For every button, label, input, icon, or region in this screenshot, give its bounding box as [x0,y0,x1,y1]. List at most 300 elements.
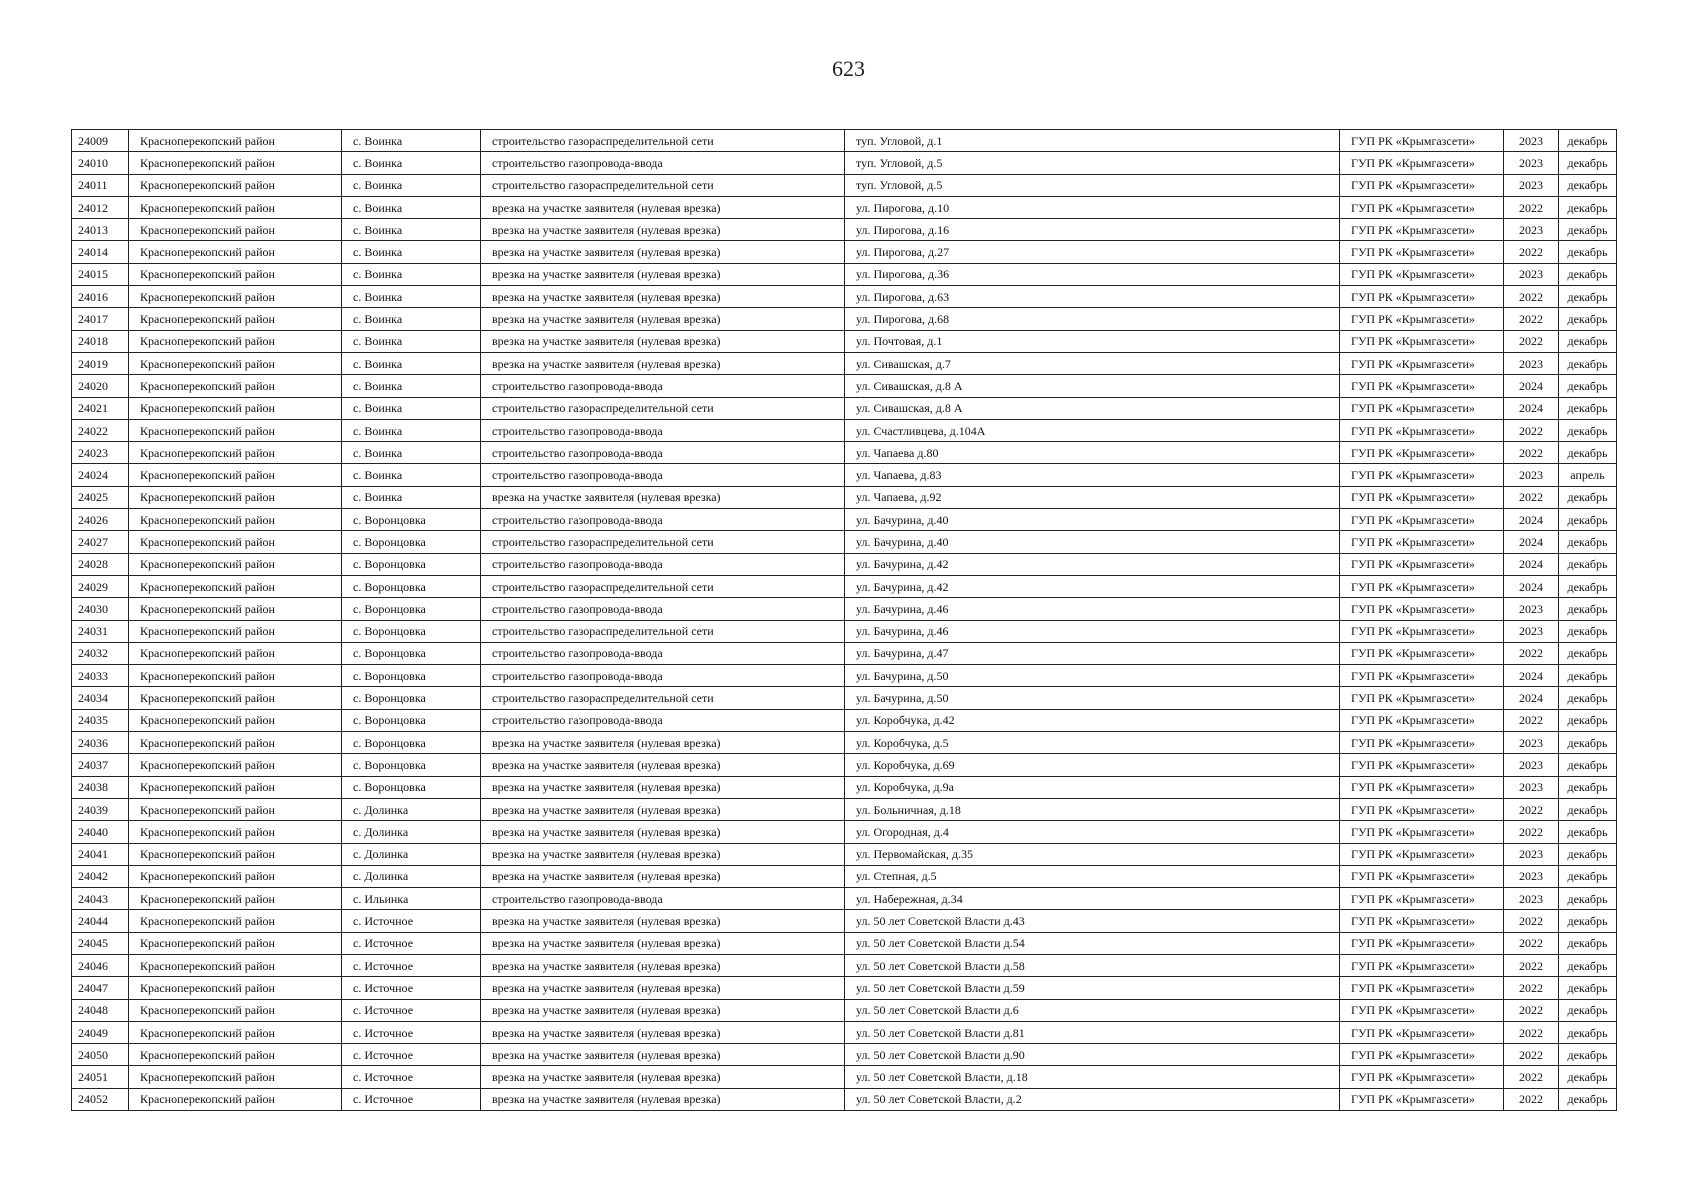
table-row [72,999,1617,1021]
table-row [72,531,1617,553]
address-cell: ул. 50 лет Советской Власти д.58 [845,954,1340,976]
district-cell: Красноперекопский район [129,843,342,865]
address-cell: ул. 50 лет Советской Власти д.59 [845,977,1340,999]
work-type-cell: врезка на участке заявителя (нулевая врезка) [481,910,845,932]
locality-cell: с. Воронцовка [342,776,481,798]
organization-cell: ГУП РК «Крымгазсети» [1340,665,1504,687]
table-row [72,932,1617,954]
row-number-cell: 24025 [72,486,129,508]
month-cell: декабрь [1559,486,1617,508]
locality-cell: с. Ильинка [342,888,481,910]
locality-cell: с. Воинка [342,286,481,308]
row-number-cell: 24012 [72,196,129,218]
organization-cell: ГУП РК «Крымгазсети» [1340,286,1504,308]
locality-cell: с. Воронцовка [342,531,481,553]
work-type-cell: врезка на участке заявителя (нулевая врезка) [481,798,845,820]
district-cell: Красноперекопский район [129,174,342,196]
locality-cell: с. Воронцовка [342,575,481,597]
row-number-cell: 24010 [72,152,129,174]
district-cell: Красноперекопский район [129,620,342,642]
work-type-cell: строительство газораспределительной сети [481,687,845,709]
address-cell: ул. Бачурина, д.42 [845,575,1340,597]
year-cell: 2024 [1504,575,1559,597]
locality-cell: с. Воинка [342,419,481,441]
organization-cell: ГУП РК «Крымгазсети» [1340,598,1504,620]
row-number-cell: 24027 [72,531,129,553]
organization-cell: ГУП РК «Крымгазсети» [1340,509,1504,531]
row-number-cell: 24049 [72,1021,129,1043]
year-cell: 2023 [1504,152,1559,174]
organization-cell: ГУП РК «Крымгазсети» [1340,375,1504,397]
address-cell: ул. 50 лет Советской Власти д.6 [845,999,1340,1021]
work-type-cell: строительство газораспределительной сети [481,130,845,152]
locality-cell: с. Источное [342,977,481,999]
row-number-cell: 24036 [72,732,129,754]
work-type-cell: врезка на участке заявителя (нулевая врезка) [481,865,845,887]
work-type-cell: врезка на участке заявителя (нулевая врезка) [481,286,845,308]
row-number-cell: 24028 [72,553,129,575]
month-cell: декабрь [1559,241,1617,263]
organization-cell: ГУП РК «Крымгазсети» [1340,1088,1504,1110]
row-number-cell: 24037 [72,754,129,776]
address-cell: ул. Бачурина, д.42 [845,553,1340,575]
address-cell: ул. Первомайская, д.35 [845,843,1340,865]
work-type-cell: врезка на участке заявителя (нулевая врезка) [481,732,845,754]
locality-cell: с. Воронцовка [342,665,481,687]
district-cell: Красноперекопский район [129,865,342,887]
work-type-cell: врезка на участке заявителя (нулевая врезка) [481,486,845,508]
year-cell: 2022 [1504,330,1559,352]
table-row [72,286,1617,308]
table-row [72,732,1617,754]
row-number-cell: 24042 [72,865,129,887]
organization-cell: ГУП РК «Крымгазсети» [1340,910,1504,932]
work-type-cell: строительство газопровода-ввода [481,375,845,397]
work-type-cell: врезка на участке заявителя (нулевая врезка) [481,1044,845,1066]
district-cell: Красноперекопский район [129,330,342,352]
row-number-cell: 24039 [72,798,129,820]
organization-cell: ГУП РК «Крымгазсети» [1340,531,1504,553]
organization-cell: ГУП РК «Крымгазсети» [1340,977,1504,999]
month-cell: декабрь [1559,196,1617,218]
work-type-cell: строительство газораспределительной сети [481,531,845,553]
month-cell: декабрь [1559,1021,1617,1043]
address-cell: туп. Угловой, д.5 [845,174,1340,196]
month-cell: декабрь [1559,910,1617,932]
row-number-cell: 24035 [72,709,129,731]
work-type-cell: строительство газораспределительной сети [481,174,845,196]
year-cell: 2023 [1504,865,1559,887]
month-cell: декабрь [1559,598,1617,620]
table-row [72,598,1617,620]
district-cell: Красноперекопский район [129,932,342,954]
organization-cell: ГУП РК «Крымгазсети» [1340,687,1504,709]
row-number-cell: 24038 [72,776,129,798]
address-cell: туп. Угловой, д.1 [845,130,1340,152]
month-cell: декабрь [1559,263,1617,285]
organization-cell: ГУП РК «Крымгазсети» [1340,732,1504,754]
month-cell: декабрь [1559,1044,1617,1066]
address-cell: ул. Бачурина, д.40 [845,531,1340,553]
row-number-cell: 24017 [72,308,129,330]
organization-cell: ГУП РК «Крымгазсети» [1340,152,1504,174]
year-cell: 2024 [1504,375,1559,397]
row-number-cell: 24051 [72,1066,129,1088]
district-cell: Красноперекопский район [129,754,342,776]
year-cell: 2022 [1504,709,1559,731]
row-number-cell: 24022 [72,419,129,441]
row-number-cell: 24047 [72,977,129,999]
year-cell: 2022 [1504,1021,1559,1043]
work-type-cell: врезка на участке заявителя (нулевая врезка) [481,754,845,776]
row-number-cell: 24019 [72,352,129,374]
organization-cell: ГУП РК «Крымгазсети» [1340,932,1504,954]
district-cell: Красноперекопский район [129,219,342,241]
address-cell: ул. 50 лет Советской Власти д.81 [845,1021,1340,1043]
table-row [72,977,1617,999]
address-cell: ул. Бачурина, д.46 [845,598,1340,620]
table-row [72,352,1617,374]
work-type-cell: строительство газопровода-ввода [481,152,845,174]
year-cell: 2024 [1504,509,1559,531]
district-cell: Красноперекопский район [129,665,342,687]
locality-cell: с. Воронцовка [342,687,481,709]
row-number-cell: 24045 [72,932,129,954]
address-cell: ул. 50 лет Советской Власти д.54 [845,932,1340,954]
district-cell: Красноперекопский район [129,709,342,731]
table-row [72,888,1617,910]
month-cell: декабрь [1559,888,1617,910]
year-cell: 2023 [1504,843,1559,865]
address-cell: ул. Коробчука, д.5 [845,732,1340,754]
year-cell: 2022 [1504,642,1559,664]
locality-cell: с. Источное [342,1044,481,1066]
row-number-cell: 24026 [72,509,129,531]
work-type-cell: строительство газопровода-ввода [481,888,845,910]
district-cell: Красноперекопский район [129,263,342,285]
row-number-cell: 24014 [72,241,129,263]
year-cell: 2022 [1504,1088,1559,1110]
address-cell: ул. Бачурина, д.50 [845,665,1340,687]
address-cell: ул. Коробчука, д.42 [845,709,1340,731]
year-cell: 2022 [1504,932,1559,954]
month-cell: декабрь [1559,442,1617,464]
locality-cell: с. Воинка [342,196,481,218]
district-cell: Красноперекопский район [129,888,342,910]
organization-cell: ГУП РК «Крымгазсети» [1340,642,1504,664]
table-row [72,754,1617,776]
table-row [72,1066,1617,1088]
district-cell: Красноперекопский район [129,196,342,218]
district-cell: Красноперекопский район [129,732,342,754]
table-row [72,308,1617,330]
row-number-cell: 24040 [72,821,129,843]
month-cell: декабрь [1559,798,1617,820]
row-number-cell: 24030 [72,598,129,620]
organization-cell: ГУП РК «Крымгазсети» [1340,174,1504,196]
year-cell: 2024 [1504,397,1559,419]
district-cell: Красноперекопский район [129,397,342,419]
year-cell: 2022 [1504,241,1559,263]
locality-cell: с. Воронцовка [342,642,481,664]
year-cell: 2022 [1504,308,1559,330]
address-cell: ул. Коробчука, д.69 [845,754,1340,776]
district-cell: Красноперекопский район [129,1088,342,1110]
table-body [72,130,1617,1111]
address-cell: ул. Бачурина, д.47 [845,642,1340,664]
locality-cell: с. Воронцовка [342,509,481,531]
month-cell: декабрь [1559,330,1617,352]
work-type-cell: врезка на участке заявителя (нулевая врезка) [481,954,845,976]
year-cell: 2022 [1504,954,1559,976]
address-cell: ул. Пирогова, д.36 [845,263,1340,285]
district-cell: Красноперекопский район [129,531,342,553]
year-cell: 2022 [1504,442,1559,464]
locality-cell: с. Воинка [342,464,481,486]
year-cell: 2022 [1504,798,1559,820]
address-cell: ул. Коробчука, д.9а [845,776,1340,798]
table-row [72,865,1617,887]
month-cell: декабрь [1559,286,1617,308]
locality-cell: с. Воронцовка [342,598,481,620]
district-cell: Красноперекопский район [129,308,342,330]
work-type-cell: строительство газораспределительной сети [481,620,845,642]
locality-cell: с. Воинка [342,352,481,374]
organization-cell: ГУП РК «Крымгазсети» [1340,865,1504,887]
table-row [72,174,1617,196]
row-number-cell: 24013 [72,219,129,241]
district-cell: Красноперекопский район [129,352,342,374]
district-cell: Красноперекопский район [129,486,342,508]
organization-cell: ГУП РК «Крымгазсети» [1340,130,1504,152]
row-number-cell: 24046 [72,954,129,976]
locality-cell: с. Воинка [342,174,481,196]
year-cell: 2022 [1504,999,1559,1021]
table-row [72,330,1617,352]
month-cell: декабрь [1559,821,1617,843]
table-row [72,196,1617,218]
organization-cell: ГУП РК «Крымгазсети» [1340,954,1504,976]
organization-cell: ГУП РК «Крымгазсети» [1340,999,1504,1021]
year-cell: 2022 [1504,977,1559,999]
work-type-cell: врезка на участке заявителя (нулевая врезка) [481,352,845,374]
locality-cell: с. Воинка [342,219,481,241]
organization-cell: ГУП РК «Крымгазсети» [1340,575,1504,597]
organization-cell: ГУП РК «Крымгазсети» [1340,219,1504,241]
year-cell: 2022 [1504,821,1559,843]
locality-cell: с. Долинка [342,843,481,865]
registry-table [71,129,1617,1111]
locality-cell: с. Источное [342,999,481,1021]
work-type-cell: строительство газопровода-ввода [481,665,845,687]
year-cell: 2023 [1504,174,1559,196]
month-cell: декабрь [1559,776,1617,798]
district-cell: Красноперекопский район [129,999,342,1021]
locality-cell: с. Воинка [342,397,481,419]
month-cell: декабрь [1559,553,1617,575]
month-cell: декабрь [1559,130,1617,152]
work-type-cell: врезка на участке заявителя (нулевая врезка) [481,1088,845,1110]
organization-cell: ГУП РК «Крымгазсети» [1340,486,1504,508]
year-cell: 2022 [1504,419,1559,441]
address-cell: ул. Счастливцева, д.104А [845,419,1340,441]
locality-cell: с. Источное [342,932,481,954]
year-cell: 2023 [1504,219,1559,241]
month-cell: декабрь [1559,575,1617,597]
organization-cell: ГУП РК «Крымгазсети» [1340,709,1504,731]
table-row [72,464,1617,486]
organization-cell: ГУП РК «Крымгазсети» [1340,397,1504,419]
organization-cell: ГУП РК «Крымгазсети» [1340,620,1504,642]
row-number-cell: 24020 [72,375,129,397]
district-cell: Красноперекопский район [129,1021,342,1043]
organization-cell: ГУП РК «Крымгазсети» [1340,419,1504,441]
work-type-cell: врезка на участке заявителя (нулевая врезка) [481,977,845,999]
table-row [72,152,1617,174]
month-cell: декабрь [1559,219,1617,241]
table-row [72,130,1617,152]
address-cell: ул. Сивашская, д.7 [845,352,1340,374]
work-type-cell: строительство газораспределительной сети [481,397,845,419]
locality-cell: с. Источное [342,1021,481,1043]
organization-cell: ГУП РК «Крымгазсети» [1340,442,1504,464]
table-row [72,620,1617,642]
year-cell: 2024 [1504,665,1559,687]
district-cell: Красноперекопский район [129,776,342,798]
address-cell: ул. Степная, д.5 [845,865,1340,887]
month-cell: декабрь [1559,1066,1617,1088]
locality-cell: с. Воинка [342,308,481,330]
work-type-cell: врезка на участке заявителя (нулевая врезка) [481,196,845,218]
work-type-cell: врезка на участке заявителя (нулевая врезка) [481,330,845,352]
locality-cell: с. Источное [342,910,481,932]
table-row [72,776,1617,798]
organization-cell: ГУП РК «Крымгазсети» [1340,464,1504,486]
organization-cell: ГУП РК «Крымгазсети» [1340,553,1504,575]
table-row [72,709,1617,731]
row-number-cell: 24016 [72,286,129,308]
year-cell: 2023 [1504,130,1559,152]
locality-cell: с. Воронцовка [342,709,481,731]
page-number: 623 [832,56,865,81]
year-cell: 2023 [1504,732,1559,754]
table-row [72,843,1617,865]
row-number-cell: 24050 [72,1044,129,1066]
work-type-cell: строительство газопровода-ввода [481,553,845,575]
row-number-cell: 24011 [72,174,129,196]
address-cell: ул. 50 лет Советской Власти д.43 [845,910,1340,932]
district-cell: Красноперекопский район [129,910,342,932]
year-cell: 2022 [1504,196,1559,218]
row-number-cell: 24044 [72,910,129,932]
organization-cell: ГУП РК «Крымгазсети» [1340,241,1504,263]
address-cell: ул. Чапаева, д.83 [845,464,1340,486]
year-cell: 2023 [1504,776,1559,798]
month-cell: декабрь [1559,642,1617,664]
month-cell: декабрь [1559,419,1617,441]
locality-cell: с. Воинка [342,330,481,352]
row-number-cell: 24015 [72,263,129,285]
address-cell: ул. Бачурина, д.40 [845,509,1340,531]
year-cell: 2022 [1504,1066,1559,1088]
district-cell: Красноперекопский район [129,464,342,486]
locality-cell: с. Воинка [342,241,481,263]
table-row [72,642,1617,664]
table-row [72,375,1617,397]
address-cell: ул. Пирогова, д.27 [845,241,1340,263]
locality-cell: с. Воинка [342,486,481,508]
year-cell: 2023 [1504,352,1559,374]
address-cell: ул. Почтовая, д.1 [845,330,1340,352]
address-cell: ул. 50 лет Советской Власти, д.18 [845,1066,1340,1088]
district-cell: Красноперекопский район [129,1044,342,1066]
row-number-cell: 24043 [72,888,129,910]
organization-cell: ГУП РК «Крымгазсети» [1340,798,1504,820]
work-type-cell: врезка на участке заявителя (нулевая врезка) [481,263,845,285]
address-cell: ул. Огородная, д.4 [845,821,1340,843]
organization-cell: ГУП РК «Крымгазсети» [1340,1066,1504,1088]
address-cell: ул. Пирогова, д.68 [845,308,1340,330]
table-row [72,219,1617,241]
row-number-cell: 24023 [72,442,129,464]
address-cell: ул. Пирогова, д.16 [845,219,1340,241]
month-cell: декабрь [1559,375,1617,397]
row-number-cell: 24029 [72,575,129,597]
district-cell: Красноперекопский район [129,130,342,152]
work-type-cell: строительство газопровода-ввода [481,642,845,664]
address-cell: ул. Пирогова, д.10 [845,196,1340,218]
district-cell: Красноперекопский район [129,553,342,575]
organization-cell: ГУП РК «Крымгазсети» [1340,1021,1504,1043]
row-number-cell: 24052 [72,1088,129,1110]
work-type-cell: строительство газопровода-ввода [481,442,845,464]
year-cell: 2024 [1504,531,1559,553]
table-row [72,798,1617,820]
district-cell: Красноперекопский район [129,798,342,820]
table-row [72,241,1617,263]
address-cell: ул. Бачурина, д.50 [845,687,1340,709]
locality-cell: с. Воинка [342,263,481,285]
organization-cell: ГУП РК «Крымгазсети» [1340,263,1504,285]
table-row [72,1021,1617,1043]
year-cell: 2023 [1504,263,1559,285]
address-cell: ул. Чапаева, д.92 [845,486,1340,508]
month-cell: декабрь [1559,732,1617,754]
address-cell: ул. Бачурина, д.46 [845,620,1340,642]
locality-cell: с. Воинка [342,130,481,152]
organization-cell: ГУП РК «Крымгазсети» [1340,821,1504,843]
address-cell: ул. Сивашская, д.8 А [845,397,1340,419]
work-type-cell: строительство газопровода-ввода [481,419,845,441]
year-cell: 2023 [1504,620,1559,642]
address-cell: ул. Набережная, д.34 [845,888,1340,910]
work-type-cell: строительство газопровода-ввода [481,598,845,620]
month-cell: декабрь [1559,999,1617,1021]
row-number-cell: 24024 [72,464,129,486]
district-cell: Красноперекопский район [129,419,342,441]
table-row [72,665,1617,687]
district-cell: Красноперекопский район [129,442,342,464]
district-cell: Красноперекопский район [129,152,342,174]
work-type-cell: врезка на участке заявителя (нулевая врезка) [481,241,845,263]
year-cell: 2023 [1504,754,1559,776]
year-cell: 2023 [1504,598,1559,620]
table-row [72,509,1617,531]
year-cell: 2022 [1504,286,1559,308]
district-cell: Красноперекопский район [129,509,342,531]
row-number-cell: 24033 [72,665,129,687]
district-cell: Красноперекопский район [129,375,342,397]
